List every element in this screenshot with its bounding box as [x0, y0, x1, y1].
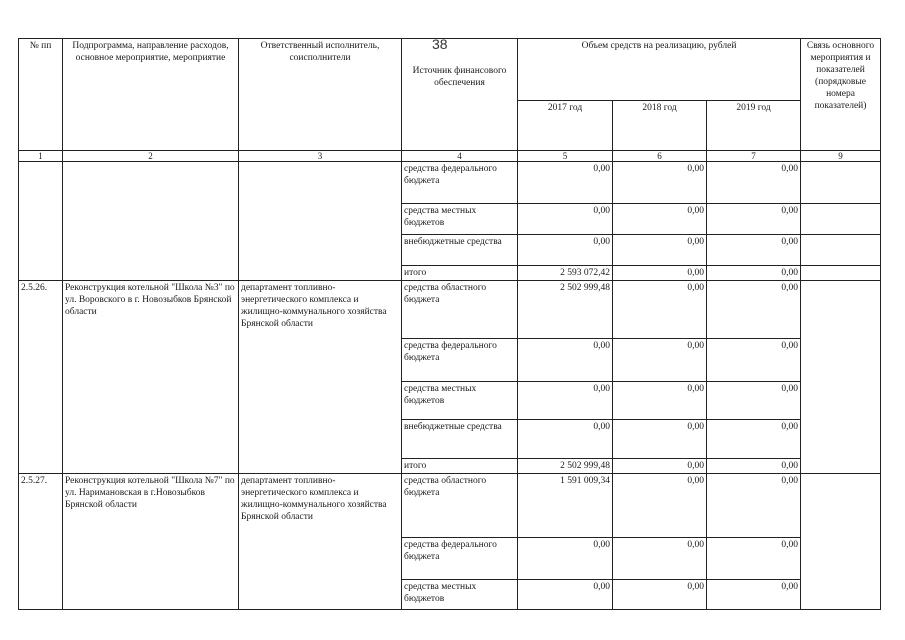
- source-cell: внебюджетные средства: [402, 420, 518, 459]
- value-cell: 0,00: [518, 580, 613, 610]
- header-year-2018: 2018 год: [613, 101, 707, 151]
- value-cell: 0,00: [707, 281, 801, 339]
- value-cell: 0,00: [613, 538, 707, 580]
- value-cell: 1 591 009,34: [518, 474, 613, 538]
- col-number: 4: [402, 151, 518, 162]
- value-cell: 0,00: [613, 459, 707, 474]
- value-cell: 2 502 999,48: [518, 281, 613, 339]
- value-cell: 0,00: [613, 204, 707, 235]
- header-source: Источник финансового обеспечения: [402, 39, 518, 151]
- page-number: 38: [432, 36, 448, 52]
- source-cell: итого: [402, 459, 518, 474]
- value-cell: 0,00: [518, 382, 613, 420]
- value-cell: 0,00: [613, 339, 707, 382]
- col-number: 7: [707, 151, 801, 162]
- source-cell: внебюджетные средства: [402, 235, 518, 266]
- header-link: Связь основного мероприятия и показателей (порядковые номера показателей): [801, 39, 881, 151]
- value-cell: 0,00: [613, 420, 707, 459]
- value-cell: 0,00: [613, 281, 707, 339]
- value-cell: 2 593 072,42: [518, 266, 613, 281]
- source-cell: средства федерального бюджета: [402, 538, 518, 580]
- header-program: Подпрограмма, направление расходов, основное мероприятие, мероприятие: [63, 39, 239, 151]
- value-cell: 0,00: [707, 580, 801, 610]
- header-year-2019: 2019 год: [707, 101, 801, 151]
- source-cell: средства местных бюджетов: [402, 204, 518, 235]
- col-number: 5: [518, 151, 613, 162]
- value-cell: 0,00: [707, 266, 801, 281]
- header-num: № пп: [19, 39, 63, 151]
- source-cell: средства областного бюджета: [402, 281, 518, 339]
- value-cell: 0,00: [707, 474, 801, 538]
- value-cell: 0,00: [707, 382, 801, 420]
- table-row: [19, 474, 881, 538]
- source-cell: средства местных бюджетов: [402, 580, 518, 610]
- item-number: 2.5.27.: [19, 474, 63, 610]
- value-cell: 0,00: [518, 235, 613, 266]
- value-cell: 0,00: [613, 266, 707, 281]
- value-cell: 0,00: [613, 162, 707, 204]
- item-number: 2.5.26.: [19, 281, 63, 474]
- value-cell: 0,00: [707, 162, 801, 204]
- source-cell: средства федерального бюджета: [402, 162, 518, 204]
- value-cell: 0,00: [518, 204, 613, 235]
- value-cell: 0,00: [518, 538, 613, 580]
- source-cell: средства федерального бюджета: [402, 339, 518, 382]
- source-cell: средства областного бюджета: [402, 474, 518, 538]
- value-cell: 0,00: [613, 382, 707, 420]
- value-cell: 0,00: [518, 420, 613, 459]
- funding-table: [18, 38, 881, 610]
- value-cell: 0,00: [707, 420, 801, 459]
- table-row: [19, 281, 881, 339]
- source-cell: итого: [402, 266, 518, 281]
- value-cell: 0,00: [707, 204, 801, 235]
- value-cell: 0,00: [518, 162, 613, 204]
- header-executor: Ответственный исполнитель, соисполнители: [239, 39, 402, 151]
- item-executor: департамент топливно-энергетического комплекса и жилищно-коммунального хозяйства Брянской области: [239, 281, 402, 474]
- value-cell: 0,00: [707, 459, 801, 474]
- col-number: 1: [19, 151, 63, 162]
- col-number: 6: [613, 151, 707, 162]
- column-numbers-row: [19, 151, 881, 162]
- value-cell: 0,00: [707, 339, 801, 382]
- table-row: [19, 162, 881, 204]
- value-cell: 0,00: [613, 235, 707, 266]
- col-number: 3: [239, 151, 402, 162]
- value-cell: 0,00: [518, 339, 613, 382]
- value-cell: 0,00: [613, 580, 707, 610]
- item-executor: департамент топливно-энергетического комплекса и жилищно-коммунального хозяйства Брянской области: [239, 474, 402, 610]
- value-cell: 0,00: [707, 538, 801, 580]
- col-number: 9: [801, 151, 881, 162]
- source-cell: средства местных бюджетов: [402, 382, 518, 420]
- item-program: Реконструкция котельной "Школа №3" по ул. Воровского в г. Новозыбков Брянской области: [63, 281, 239, 474]
- value-cell: 0,00: [613, 474, 707, 538]
- header-volume: Объем средств на реализацию, рублей: [518, 39, 801, 101]
- col-number: 2: [63, 151, 239, 162]
- value-cell: 2 502 999,48: [518, 459, 613, 474]
- item-program: Реконструкция котельной "Школа №7" по ул. Наримановская в г.Новозыбков Брянской области: [63, 474, 239, 610]
- header-year-2017: 2017 год: [518, 101, 613, 151]
- value-cell: 0,00: [707, 235, 801, 266]
